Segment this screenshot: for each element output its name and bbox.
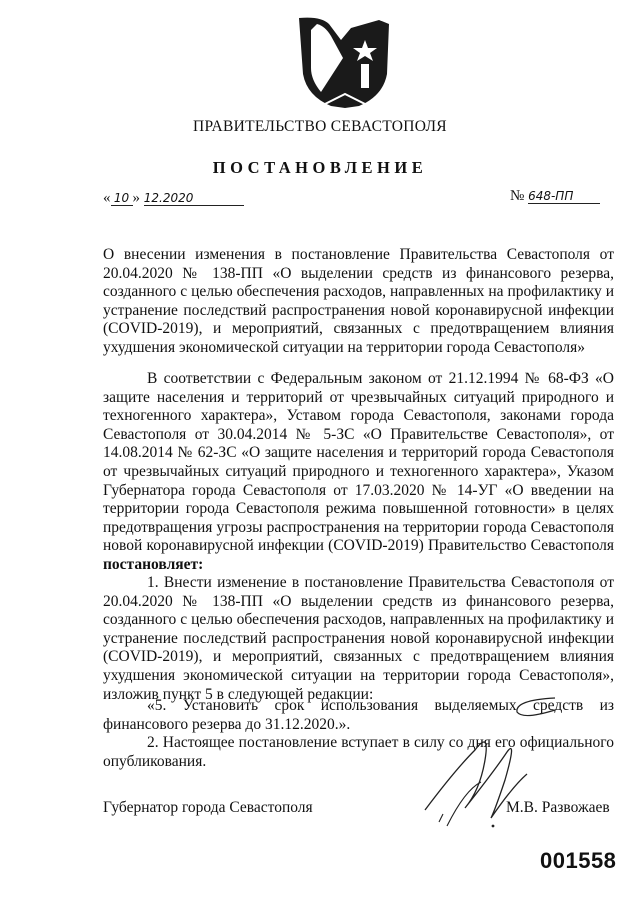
item-2: 2. Настоящее постановление вступает в силу со дня его официального опубликования.: [103, 734, 614, 770]
document-type-heading: ПОСТАНОВЛЕНИЕ: [212, 158, 428, 177]
number-sign: №: [510, 188, 525, 204]
document-date: « 10 » 12.2020: [103, 190, 244, 207]
item-1: 1. Внести изменение в постановление Правительства Севастополя от 20.04.2020 № 138-ПП «О выделении средств из финансового резерва, созданного с целью обеспечения расходов, направленных на профилактику и устранение последствий распространения новой коронавирусной инфекции (COVID-2019), и мероприятий, связанных с предотвращением влияния ухудшения экономической ситуации на территории города Севастополя», изложив пункт 5 в следующей редакции:: [103, 574, 614, 703]
preamble-paragraph: [103, 370, 614, 575]
preamble-text: В соответствии с Федеральным законом от 21.12.1994 № 68-ФЗ «О защите населения и территорий от чрезвычайных ситуаций природного и техногенного характера», Уставом города Севастополя, законами города Севастополя от 30.04.2014 № 5-ЗС «О Правительстве Севастополя», от 14.08.2014 № 62-ЗС «О защите населения и территорий города Севастополя от чрезвычайных ситуаций природного и техногенного характера», Указом Губернатора города Севастополя от 17.03.2020 № 14-УГ «О введении на территории города Севастополя режима повышенной готовности» в целях предотвращения угрозы распространения на территории города Севастополя новой коронавирусной инфекции (COVID-2019) Правительство Севастополя: [103, 370, 614, 555]
item-1-quote: «5. Установить срок использования выделяемых средств из финансового резерва до 31.12.2020.».: [103, 697, 614, 733]
document-number: [510, 188, 600, 205]
handwritten-signature: [395, 690, 595, 840]
date-day: 10: [111, 191, 133, 206]
number-value: 648-ПП: [528, 189, 600, 204]
date-month-year: 12.2020: [144, 191, 244, 206]
government-title: ПРАВИТЕЛЬСТВО СЕВАСТОПОЛЯ: [193, 118, 447, 135]
signer-position: Губернатор города Севастополя: [103, 799, 313, 816]
document-serial-number: 001558: [540, 848, 617, 873]
preamble-verb: постановляет:: [103, 555, 204, 573]
signer-name: М.В. Развожаев: [506, 799, 610, 816]
coat-of-arms-emblem: [291, 14, 399, 110]
resolution-subject: О внесении изменения в постановление Правительства Севастополя от 20.04.2020 № 138-ПП «О выделении средств из финансового резерва, созданного с целью обеспечения расходов, направленных на профилактику и устранение последствий распространения новой коронавирусной инфекции (COVID-2019), и мероприятий, связанных с предотвращением влияния ухудшения экономической ситуации на территории города Севастополя»: [103, 246, 614, 356]
